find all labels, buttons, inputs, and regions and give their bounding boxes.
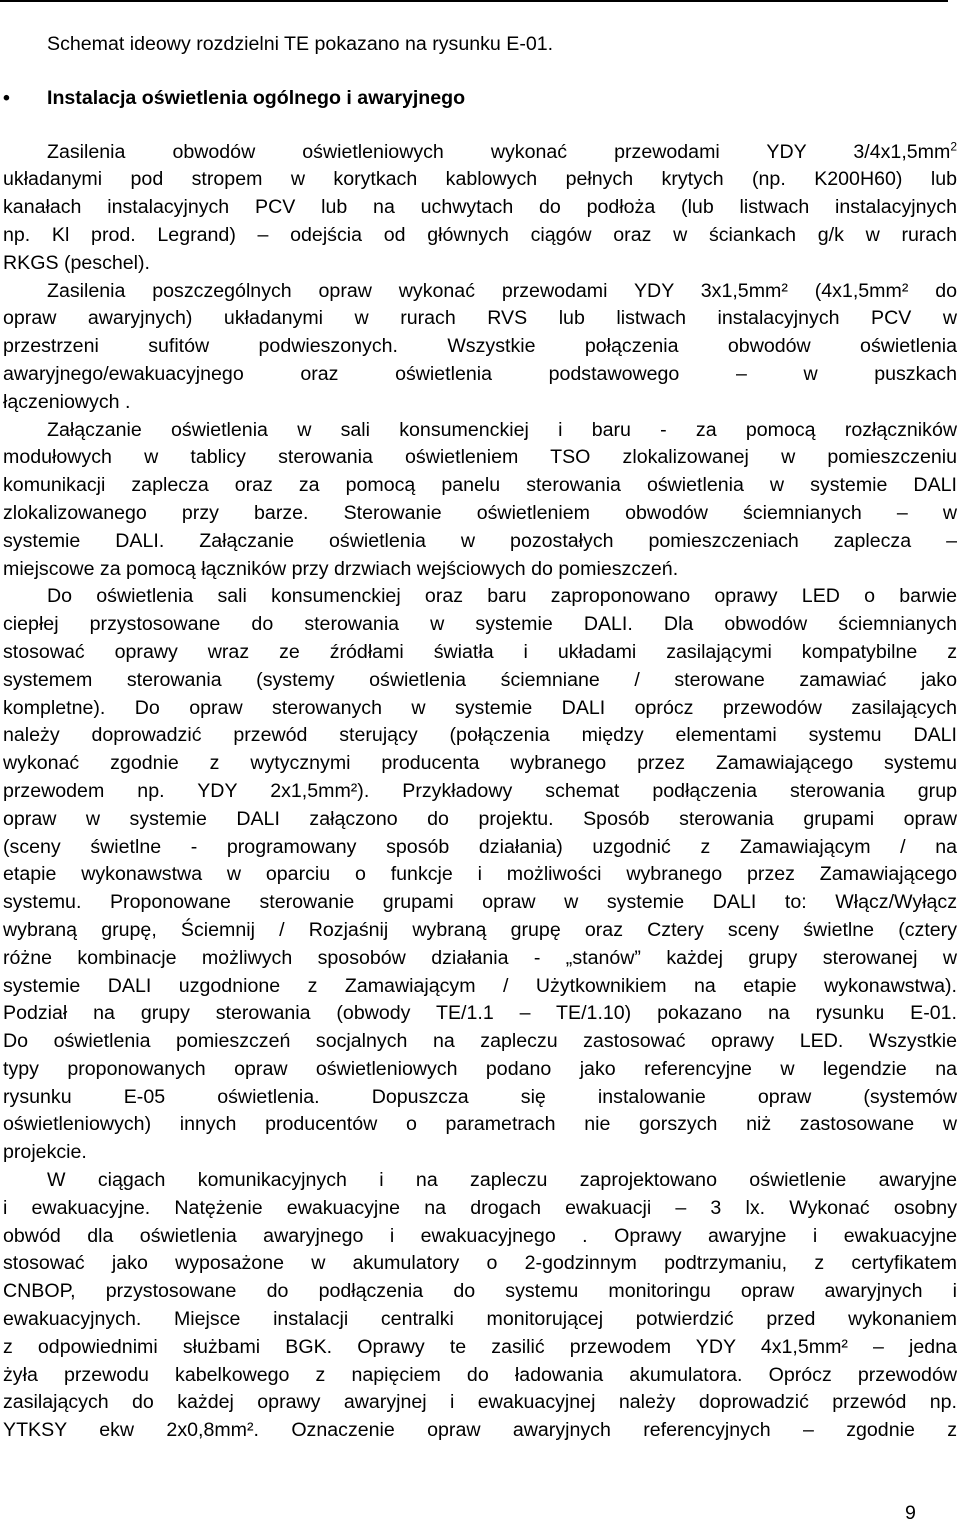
text-line-content: systemie DALI. Załączanie oświetlenia w pozostałych pomieszczeniach zaplecza – <box>3 529 957 552</box>
text-line <box>3 667 957 695</box>
text-line <box>3 611 957 639</box>
text-line-content: np. Kl prod. Legrand) – odejścia od głównych ciągów oraz w ściankach g/k w rurach <box>3 223 957 246</box>
text-line-content: wykonać zgodnie z wytycznymi producenta wybranego przez Zamawiającego systemu <box>3 752 957 775</box>
text-line-content: Zasilenia poszczególnych opraw wykonać przewodami YDY 3x1,5mm² (4x1,5mm² do <box>47 279 957 302</box>
text-line-content: i ewakuacyjne. Natężenie ewakuacyjne na drogach ewakuacji – 3 lx. Wykonać osobny <box>3 1196 957 1219</box>
text-line-content: Zasilenia obwodów oświetleniowych wykonać przewodami YDY 3/4x1,5mm <box>47 140 951 163</box>
text-line-content: komunikacji zaplecza oraz za pomocą panelu sterowania oświetlenia w systemie DALI <box>3 474 957 497</box>
body-text <box>3 139 957 1445</box>
page-number: 9 <box>905 1502 916 1524</box>
text-line <box>3 1278 957 1306</box>
text-line-content: Załączanie oświetlenia w sali konsumenckiej i baru - za pomocą rozłączników <box>47 418 957 441</box>
text-line-content: stosować oprawy wraz ze źródłami światła i układami zasilającymi kompatybilne z <box>3 640 957 663</box>
text-line <box>3 1334 957 1362</box>
superscript: 2 <box>950 139 957 154</box>
text-line <box>3 889 957 917</box>
text-line-content: należy doprowadzić przewód sterujący (połączenia między elementami systemu DALI <box>3 724 957 747</box>
text-line <box>3 1139 957 1167</box>
text-line <box>3 583 957 611</box>
text-line <box>3 166 957 194</box>
text-line <box>3 1000 957 1028</box>
text-line <box>3 333 957 361</box>
text-line <box>3 528 957 556</box>
text-line <box>3 695 957 723</box>
text-line-content: typy proponowanych opraw oświetleniowych podano jako referencyjne w legendzie na <box>3 1057 957 1080</box>
text-line-content: Podział na grupy sterowania (obwody TE/1.1 – TE/1.10) pokazano na rysunku E-01. <box>3 1002 957 1025</box>
intro-line: Schemat ideowy rozdzielni TE pokazano na rysunku E-01. <box>47 33 554 55</box>
text-line <box>3 1084 957 1112</box>
text-line-content: przewodem np. YDY 2x1,5mm²). Przykładowy schemat podłączenia sterowania grup <box>3 779 957 802</box>
top-rule <box>0 0 948 2</box>
text-line-content: z odpowiednimi służbami BGK. Oprawy te zasilić przewodem YDY 4x1,5mm² – jedna <box>3 1335 957 1358</box>
text-line-content: zlokalizowanego przy barze. Sterowanie oświetleniem obwodów ściemnianych – w <box>3 501 957 524</box>
text-line <box>3 250 957 278</box>
text-line <box>3 1056 957 1084</box>
text-line-content: układanymi pod stropem w korytkach kablowych pełnych krytych (np. K200H60) lub <box>3 168 957 191</box>
text-line-content: ciepłej przystosowane do sterowania w systemie DALI. Dla obwodów ściemnianych <box>3 613 957 636</box>
text-line-content: YTKSY ekw 2x0,8mm². Oznaczenie opraw awaryjnych referencyjnych – zgodnie z <box>3 1419 957 1442</box>
text-line <box>3 750 957 778</box>
text-line <box>3 305 957 333</box>
text-line <box>3 389 957 417</box>
text-line <box>3 472 957 500</box>
text-line-content: wybraną grupę, Ściemnij / Rozjaśnij wybraną grupę oraz Cztery sceny świetlne (cztery <box>3 918 957 941</box>
text-line <box>3 222 957 250</box>
text-line-content: rysunku E-05 oświetlenia. Dopuszcza się instalowanie opraw (systemów <box>3 1085 957 1108</box>
text-line <box>3 1389 957 1417</box>
text-line <box>3 1195 957 1223</box>
text-line-content: opraw awaryjnych) układanymi w rurach RVS lub listwach instalacyjnych PCV w <box>3 307 957 330</box>
text-line-content: W ciągach komunikacyjnych i na zapleczu zaprojektowano oświetlenie awaryjne <box>47 1169 957 1192</box>
text-line <box>3 194 957 222</box>
text-line-content: systemie DALI uzgodnione z Zamawiającym / Użytkownikiem na etapie wykonawstwa). <box>3 974 957 997</box>
text-line <box>3 361 957 389</box>
text-line <box>3 778 957 806</box>
text-line <box>3 444 957 472</box>
text-line <box>3 1362 957 1390</box>
text-line-content: obwód dla oświetlenia awaryjnego i ewakuacyjnego . Oprawy awaryjne i ewakuacyjne <box>3 1224 957 1247</box>
text-line <box>3 917 957 945</box>
text-line-content: etapie wykonawstwa w oparciu o funkcje i możliwości wybranego przez Zamawiającego <box>3 863 957 886</box>
text-line <box>3 834 957 862</box>
text-line-content: RKGS (peschel). <box>3 251 151 274</box>
text-line-content: miejscowe za pomocą łączników przy drzwiach wejściowych do pomieszczeń. <box>3 557 679 580</box>
text-line-content: systemu. Proponowane sterowanie grupami opraw w systemie DALI to: Włącz/Wyłącz <box>3 891 957 914</box>
text-line <box>3 861 957 889</box>
text-line-content: oświetleniowych) innych producentów o parametrach nie gorszych niż zastosowane w <box>3 1113 957 1136</box>
document-page <box>3 31 957 1445</box>
text-line-content: łączeniowych . <box>3 390 131 413</box>
text-line-content: awaryjnego/ewakuacyjnego oraz oświetlenia podstawowego – w puszkach <box>3 362 957 385</box>
text-line-content: modułowych w tablicy sterowania oświetleniem TSO zlokalizowanej w pomieszczeniu <box>3 446 957 469</box>
text-line <box>3 1417 957 1445</box>
text-line-content: Do oświetlenia pomieszczeń socjalnych na zapleczu zastosować oprawy LED. Wszystkie <box>3 1030 957 1053</box>
text-line-content: kompletne). Do opraw sterowanych w systemie DALI oprócz przewodów zasilających <box>3 696 957 719</box>
text-line-content: projekcie. <box>3 1141 87 1164</box>
text-line <box>3 1223 957 1251</box>
bullet-icon: • <box>3 86 10 109</box>
text-line-content: kanałach instalacyjnych PCV lub na uchwytach do podłoża (lub listwach instalacyjnych <box>3 196 957 219</box>
text-line <box>3 139 957 167</box>
text-line <box>3 973 957 1001</box>
text-line-content: opraw w systemie DALI załączono do projektu. Sposób sterowania grupami opraw <box>3 807 957 830</box>
text-line-content: Do oświetlenia sali konsumenckiej oraz baru zaproponowano oprawy LED o barwie <box>47 585 957 608</box>
text-line-content: zasilających do każdej oprawy awaryjnej i ewakuacyjnej należy doprowadzić przewód np. <box>3 1391 957 1414</box>
text-line <box>3 1250 957 1278</box>
text-line-content: ewakuacyjnych. Miejsce instalacji centralki monitorującej potwierdzić przed wykonaniem <box>3 1308 957 1331</box>
text-line-content: różne kombinacje możliwych sposobów działania - „stanów” każdej grupy sterowanej w <box>3 946 957 969</box>
text-line <box>3 722 957 750</box>
text-line <box>3 1028 957 1056</box>
text-line-content: stosować jako wyposażone w akumulatory o 2-godzinnym podtrzymaniu, z certyfikatem <box>3 1252 957 1275</box>
text-line <box>3 500 957 528</box>
text-line <box>3 417 957 445</box>
text-line <box>3 806 957 834</box>
text-line <box>3 556 957 584</box>
text-line-content: (sceny świetlne - programowany sposób działania) uzgodnić z Zamawiającym / na <box>3 835 957 858</box>
text-line <box>3 278 957 306</box>
text-line <box>3 1167 957 1195</box>
text-line-content: żyła przewodu kabelkowego z napięciem do ładowania akumulatora. Oprócz przewodów <box>3 1363 957 1386</box>
text-line-content: systemem sterowania (systemy oświetlenia ściemniane / sterowane zamawiać jako <box>3 668 957 691</box>
section-heading-text: Instalacja oświetlenia ogólnego i awaryjnego <box>47 86 466 109</box>
text-line <box>3 945 957 973</box>
section-heading <box>3 85 957 113</box>
text-line <box>3 1306 957 1334</box>
text-line <box>3 639 957 667</box>
text-line <box>3 1111 957 1139</box>
text-line-content: przestrzeni sufitów podwieszonych. Wszystkie połączenia obwodów oświetlenia <box>3 335 957 358</box>
text-line-content: CNBOP, przystosowane do podłączenia do systemu monitoringu opraw awaryjnych i <box>3 1280 957 1303</box>
